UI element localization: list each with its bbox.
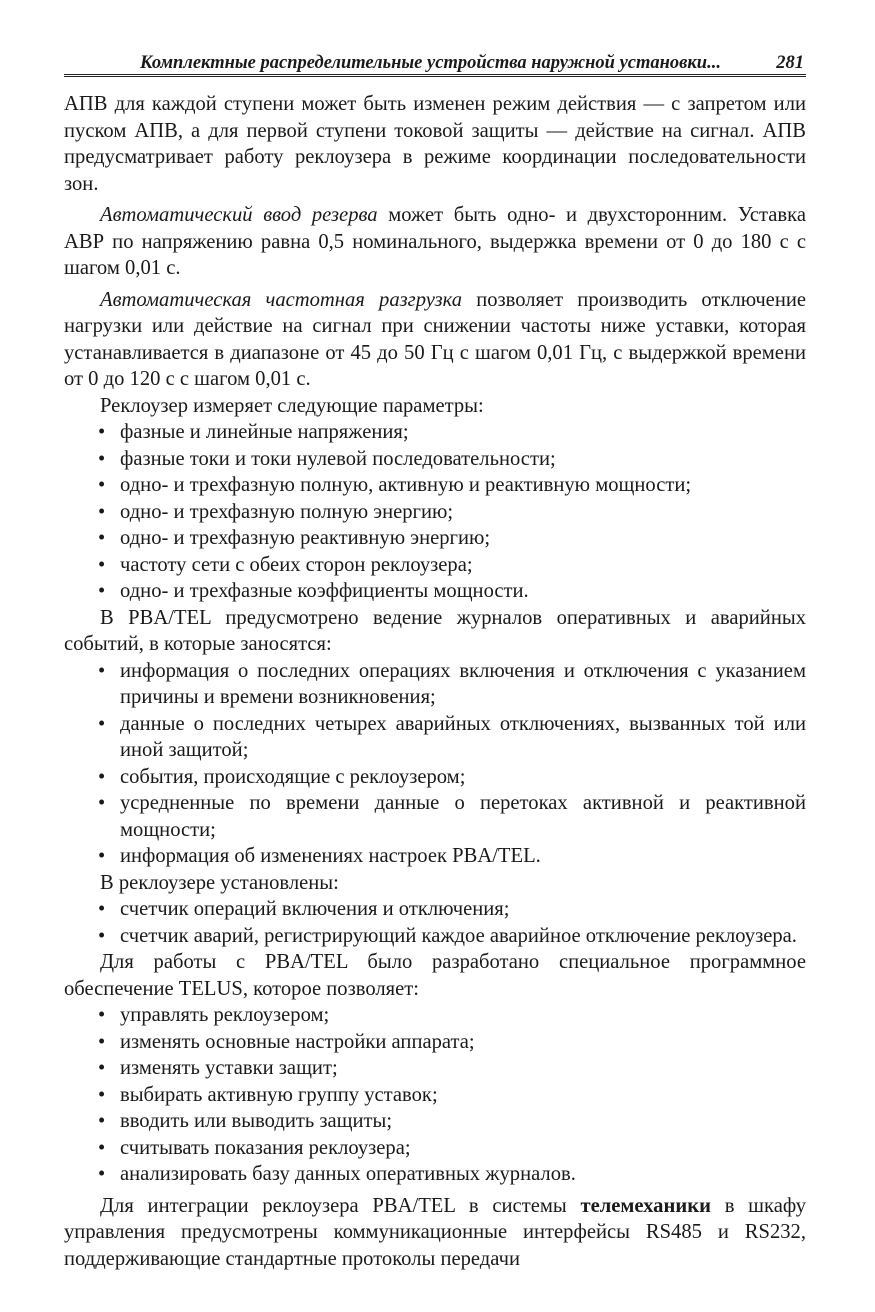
list-item: • фазные и линейные напряжения;: [64, 419, 806, 446]
running-header-title: Комплектные распределительные устройства наружной установки...: [140, 53, 721, 73]
list-item: • данные о последних четырех аварийных отключениях, вызванных той или иной защитой;: [64, 711, 806, 764]
list-item: • информация об изменениях настроек PBA/TEL.: [64, 843, 806, 870]
list-item: • счетчик операций включения и отключения;: [64, 896, 806, 923]
list-item: • изменять основные настройки аппарата;: [64, 1029, 806, 1056]
paragraph-integration-start: Для интеграции реклоузера PBA/TEL в системы: [100, 1194, 581, 1217]
list-item: • выбирать активную группу уставок;: [64, 1082, 806, 1109]
list-item: • счетчик аварий, регистрирующий каждое аварийное отключение реклоузера.: [64, 923, 806, 950]
term-avr: Автоматический ввод резерва: [100, 204, 378, 226]
paragraph-achr-text: позволяет производить отключение нагрузки или действие на сигнал при снижении частоты ниже уставки, которая устанавливается в диапазоне от 45 до 50 Гц с шагом 0,01 Гц, с выдержкой времени от 0 до 120 с с шагом 0,01 с.: [64, 288, 806, 390]
term-telemechanics: телемеханики: [580, 1194, 711, 1217]
paragraph-achr: [64, 287, 806, 393]
paragraph-apv: АПВ для каждой ступени может быть изменен режим действия — с запретом или пуском АПВ, а для первой ступени токовой защиты — действие на сигнал. АПВ предусматривает работу реклоузера в режиме координации последовательности зон.: [64, 93, 806, 195]
list-item: • одно- и трехфазную реактивную энергию;: [64, 525, 806, 552]
list-item: • одно- и трехфазную полную энергию;: [64, 499, 806, 526]
list-item: • события, происходящие с реклоузером;: [64, 764, 806, 791]
paragraph-integration-end: в шкафу управления предусмотрены коммуникационные интерфейсы RS485 и RS232, поддерживающие стандартные протоколы передачи: [64, 1194, 806, 1270]
counters-list: [64, 896, 806, 949]
book-page: [64, 50, 806, 1272]
paragraph-telus: Для работы с PBA/TEL было разработано специальное программное обеспечение TELUS, которое позволяет:: [64, 951, 806, 1000]
telus-features-list: [64, 1002, 806, 1188]
paragraph-journals: В PBA/TEL предусмотрено ведение журналов оперативных и аварийных событий, в которые заносятся:: [64, 606, 806, 655]
list-item: • одно- и трехфазную полную, активную и реактивную мощности;: [64, 472, 806, 499]
measured-parameters-list: [64, 419, 806, 605]
page-number: 281: [776, 53, 804, 73]
paragraph-avr-text: может быть одно- и двухсторонним. Уставка АВР по напряжению равна 0,5 номинального, выдержка времени от 0 до 180 с с шагом 0,01 с.: [64, 204, 806, 279]
running-header: [64, 50, 806, 74]
list-item: • изменять уставки защит;: [64, 1055, 806, 1082]
paragraph-integration: [64, 1193, 806, 1273]
list-item: • анализировать базу данных оперативных журналов.: [64, 1161, 806, 1188]
term-achr: Автоматическая частотная разгрузка: [100, 288, 463, 311]
list-item: • информация о последних операциях включения и отключения с указанием причины и времени возникновения;: [64, 658, 806, 711]
list-item: • частоту сети с обеих сторон реклоузера;: [64, 552, 806, 579]
list-item: • считывать показания реклоузера;: [64, 1135, 806, 1162]
list-item: • одно- и трехфазные коэффициенты мощности.: [64, 578, 806, 605]
paragraph-installed: В реклоузере установлены:: [100, 871, 339, 894]
paragraph-avr: [64, 202, 806, 282]
journal-entries-list: [64, 658, 806, 870]
list-item: • вводить или выводить защиты;: [64, 1108, 806, 1135]
list-item: • усредненные по времени данные о перетоках активной и реактивной мощности;: [64, 790, 806, 843]
list-item: • фазные токи и токи нулевой последовательности;: [64, 446, 806, 473]
list-item: • управлять реклоузером;: [64, 1002, 806, 1029]
paragraph-measures: Реклоузер измеряет следующие параметры:: [100, 394, 484, 417]
